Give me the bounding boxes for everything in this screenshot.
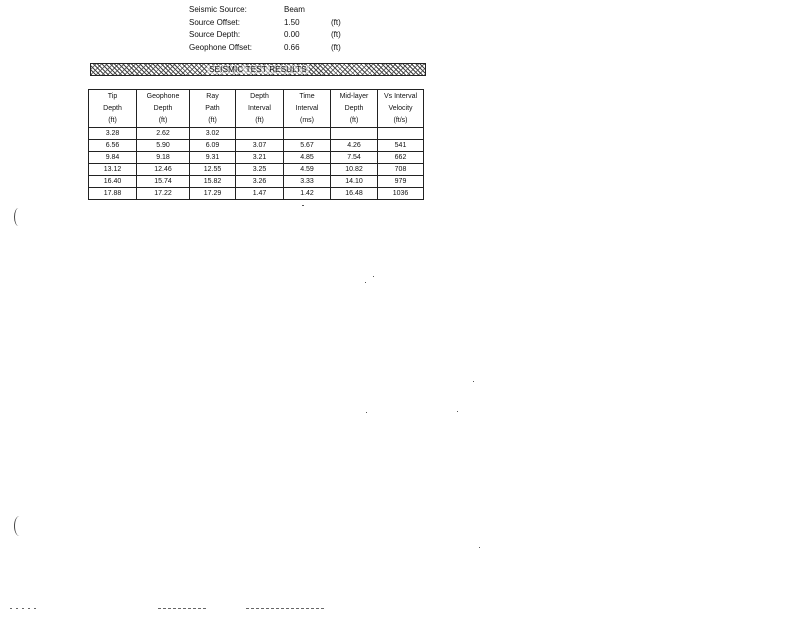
table-cell: 15.82 (190, 176, 236, 188)
table-cell: 5.67 (284, 140, 331, 152)
scan-mark (14, 208, 23, 226)
table-header-row (89, 90, 424, 128)
table-cell: 17.88 (89, 188, 137, 200)
table-cell: 9.31 (190, 152, 236, 164)
table-cell: 6.09 (190, 140, 236, 152)
info-label: Seismic Source: (189, 5, 247, 14)
table-cell: 17.29 (190, 188, 236, 200)
header-line: Interval (295, 104, 319, 112)
table-cell: 12.55 (190, 164, 236, 176)
table-cell: 1.42 (284, 188, 331, 200)
table-cell (378, 128, 424, 140)
header-line: Tip (107, 92, 118, 100)
table-cell: 15.74 (137, 176, 190, 188)
table-row (89, 128, 424, 140)
table-cell: 16.48 (331, 188, 378, 200)
table-cell: 3.02 (190, 128, 236, 140)
scan-speck (158, 608, 206, 609)
table-cell (331, 128, 378, 140)
header-line: Depth (344, 104, 364, 112)
info-row-source-depth (189, 29, 389, 42)
table-row (89, 188, 424, 200)
col-header-ray-path (190, 90, 236, 128)
scan-speck (302, 205, 304, 206)
info-value: 0.66 (284, 42, 300, 52)
header-line: Interval (248, 104, 271, 112)
table-cell: 979 (378, 176, 424, 188)
col-header-geophone-depth (137, 90, 190, 128)
info-value: Beam (284, 5, 305, 14)
info-value: 0.00 (284, 30, 300, 39)
table-row (89, 176, 424, 188)
table-cell: 1036 (378, 188, 424, 200)
table-cell: 16.40 (89, 176, 137, 188)
table-cell: 17.22 (137, 188, 190, 200)
table-cell: 13.12 (89, 164, 137, 176)
scan-speck (10, 608, 40, 609)
info-value: 1.50 (284, 17, 300, 27)
header-line: Time (299, 92, 315, 100)
header-line: Velocity (388, 104, 413, 112)
scan-mark (14, 516, 25, 536)
header-line: (ft) (208, 116, 217, 124)
scan-speck (246, 608, 324, 609)
table-row (89, 164, 424, 176)
info-row-seismic-source (189, 4, 389, 17)
scan-speck (457, 411, 458, 412)
table-row (89, 152, 424, 164)
info-label: Source Depth: (189, 30, 241, 39)
header-line: Depth (250, 92, 269, 100)
header-line: Geophone (146, 92, 180, 100)
col-header-mid-layer-depth (331, 90, 378, 128)
table-cell: 3.28 (89, 128, 137, 140)
table-cell: 4.26 (331, 140, 378, 152)
header-line: Path (205, 104, 220, 112)
table-cell: 2.62 (137, 128, 190, 140)
col-header-tip-depth (89, 90, 137, 128)
table-cell: 3.07 (236, 140, 284, 152)
info-row-geophone-offset (189, 42, 389, 55)
table-cell: 12.46 (137, 164, 190, 176)
scan-speck (473, 381, 474, 382)
header-line: Vs Interval (383, 92, 418, 100)
table-cell: 3.33 (284, 176, 331, 188)
table-row (89, 140, 424, 152)
table-cell (284, 128, 331, 140)
table-cell: 4.85 (284, 152, 331, 164)
banner-title: SEISMIC TEST RESULTS (209, 65, 307, 74)
header-line: (ft) (349, 116, 359, 124)
header-line: Depth (103, 104, 122, 112)
info-row-source-offset (189, 17, 389, 30)
scan-speck (479, 547, 480, 548)
table-cell: 541 (378, 140, 424, 152)
header-line: Mid-layer (339, 92, 369, 100)
header-line: (ft) (108, 116, 117, 124)
table-cell: 3.26 (236, 176, 284, 188)
results-banner (90, 63, 426, 76)
scan-speck (366, 412, 367, 413)
header-line: (ft) (255, 116, 264, 124)
table-cell: 3.21 (236, 152, 284, 164)
header-line: Ray (206, 92, 219, 100)
table-cell: 4.59 (284, 164, 331, 176)
table-cell: 9.84 (89, 152, 137, 164)
header-line: Depth (153, 104, 173, 112)
table-cell: 14.10 (331, 176, 378, 188)
info-label: Geophone Offset: (189, 42, 253, 52)
source-info-block (189, 4, 389, 54)
table-cell: 1.47 (236, 188, 284, 200)
table-cell: 9.18 (137, 152, 190, 164)
col-header-depth-interval (236, 90, 284, 128)
table-cell: 5.90 (137, 140, 190, 152)
header-line: (ft/s) (393, 116, 408, 124)
info-label: Source Offset: (189, 17, 240, 27)
seismic-results-table (88, 89, 424, 200)
info-unit: (ft) (331, 42, 341, 52)
table-cell: 662 (378, 152, 424, 164)
table-cell: 10.82 (331, 164, 378, 176)
scan-speck (373, 276, 374, 277)
header-line: (ft) (158, 116, 168, 124)
table-cell: 708 (378, 164, 424, 176)
col-header-time-interval (284, 90, 331, 128)
table-cell: 6.56 (89, 140, 137, 152)
header-line: (ms) (300, 116, 314, 124)
table-cell: 7.54 (331, 152, 378, 164)
info-unit: (ft) (331, 30, 341, 39)
scan-speck (365, 282, 366, 283)
info-unit: (ft) (331, 17, 341, 27)
col-header-vs-interval-velocity (378, 90, 424, 128)
table-cell: 3.25 (236, 164, 284, 176)
table-cell (236, 128, 284, 140)
